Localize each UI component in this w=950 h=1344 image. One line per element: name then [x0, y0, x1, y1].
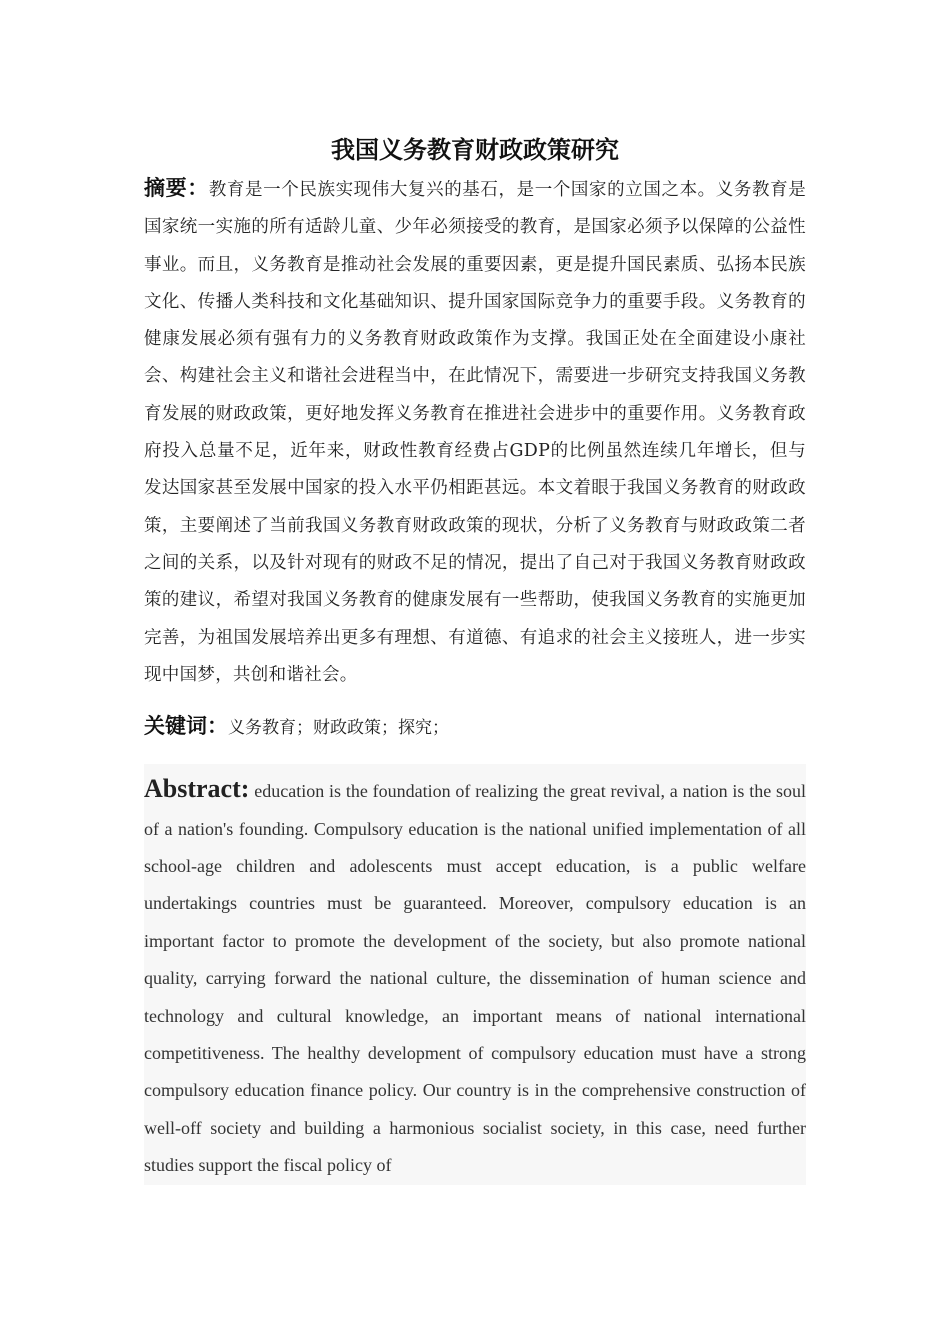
keywords-label: 关键词： — [144, 714, 228, 739]
chinese-abstract-label: 摘要： — [144, 176, 209, 200]
english-abstract-label: Abstract: — [144, 774, 250, 804]
english-abstract — [144, 764, 806, 1184]
keywords-text: 义务教育；财政政策；探究； — [228, 718, 449, 739]
document-page — [144, 130, 806, 1185]
document-title: 我国义务教育财政政策研究 — [331, 136, 619, 164]
chinese-abstract — [144, 170, 806, 694]
chinese-abstract-text: 教育是一个民族实现伟大复兴的基石，是一个国家的立国之本。义务教育是国家统一实施的所有适龄儿童、少年必须接受的教育，是国家必须予以保障的公益性事业。而且，义务教育是推动社会发展的重要因素，更是提升国民素质、弘扬本民族文化、传播人类科技和文化基础知识、提升国家国际竞争力的重要手段。义务教育的健康发展必须有强有力的义务教育财政政策作为支撑。我国正处在全面建设小康社会、构建社会主义和谐社会进程当中，在此情况下，需要进一步研究支持我国义务教育发展的财政政策，更好地发挥义务教育在推进社会进步中的重要作用。义务教育政府投入总量不足，近年来，财政性教育经费占GDP的比例虽然连续几年增长，但与发达国家甚至发展中国家的投入水平仍相距甚远。本文着眼于我国义务教育的财政政策，主要阐述了当前我国义务教育财政政策的现状，分析了义务教育与财政政策二者之间的关系，以及针对现有的财政不足的情况，提出了自己对于我国义务教育财政政策的建议，希望对我国义务教育的健康发展有一些帮助，使我国义务教育的实施更加完善，为祖国发展培养出更多有理想、有道德、有追求的社会主义接班人，进一步实现中国梦，共创和谐社会。 — [144, 180, 806, 685]
keywords-line — [144, 708, 806, 746]
english-abstract-text: education is the foundation of realizing the great revival, a nation is the soul of a nation's founding. Compulsory education is the national unified implementation of all school-age children and adolescents must accept education, is a public welfare undertakings countries must be guaranteed. Moreover, compulsory education is an important factor to promote the development of the society, but also promote national quality, carrying forward the national culture, the dissemination of human science and technology and cultural knowledge, an important means of national international competitiveness. The healthy development of compulsory education must have a strong compulsory education finance policy. Our country is in the comprehensive construction of well-off society and building a harmonious socialist society, in this case, need further studies support the fiscal policy of — [144, 781, 806, 1176]
